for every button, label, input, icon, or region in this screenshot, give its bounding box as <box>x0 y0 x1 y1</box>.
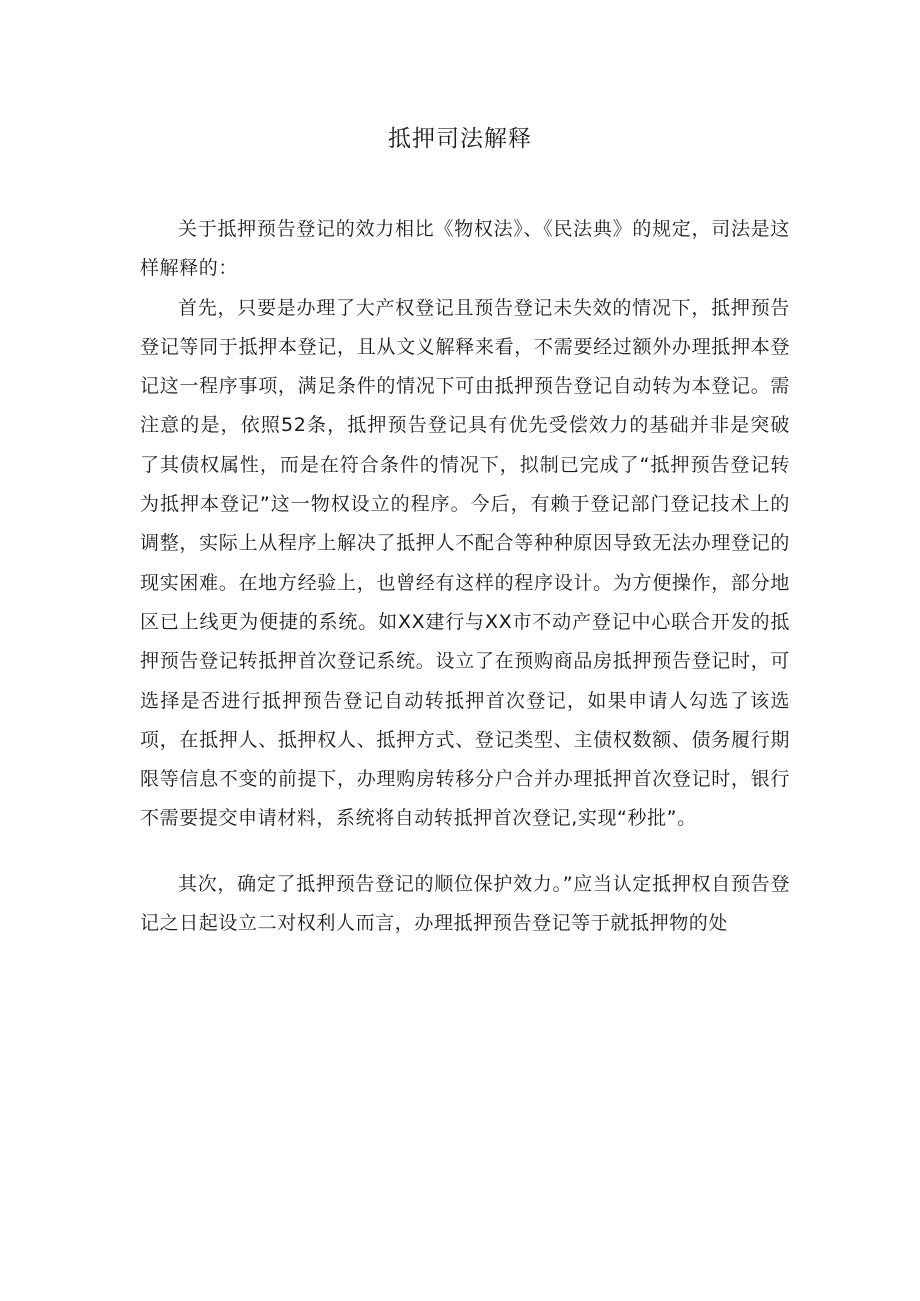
paragraph-first-point: 首先，只要是办理了大产权登记且预告登记未失效的情况下，抵押预告登记等同于抵押本登记，且从文义解释来看，不需要经过额外办理抵押本登记这一程序事项，满足条件的情况下可由抵押预告登记自动转为本登记。需注意的是，依照52条，抵押预告登记具有优先受偿效力的基础并非是突破了其债权属性，而是在符合条件的情况下，拟制已完成了“抵押预告登记转为抵押本登记”这一物权设立的程序。今后，有赖于登记部门登记技术上的调整，实际上从程序上解决了抵押人不配合等种种原因导致无法办理登记的现实困难。在地方经验上，也曾经有这样的程序设计。为方便操作，部分地区已上线更为便捷的系统。如XX建行与XX市不动产登记中心联合开发的抵押预告登记转抵押首次登记系统。设立了在预购商品房抵押预告登记时，可选择是否进行抵押预告登记自动转抵押首次登记，如果申请人勾选了该选项，在抵押人、抵押权人、抵押方式、登记类型、主债权数额、债务履行期限等信息不变的前提下，办理购房转移分户合并办理抵押首次登记时，银行不需要提交申请材料，系统将自动转抵押首次登记,实现“秒批”。 <box>140 296 790 830</box>
document-title: 抵押司法解释 <box>388 126 532 152</box>
paragraph-second-point: 其次，确定了抵押预告登记的顺位保护效力。”应当认定抵押权自预告登记之日起设立二对权利人而言，办理抵押预告登记等于就抵押物的处 <box>140 872 790 935</box>
document-body <box>140 210 790 943</box>
paragraph-intro: 关于抵押预告登记的效力相比《物权法》、《民法典》的规定，司法是这样解释的： <box>140 218 790 280</box>
